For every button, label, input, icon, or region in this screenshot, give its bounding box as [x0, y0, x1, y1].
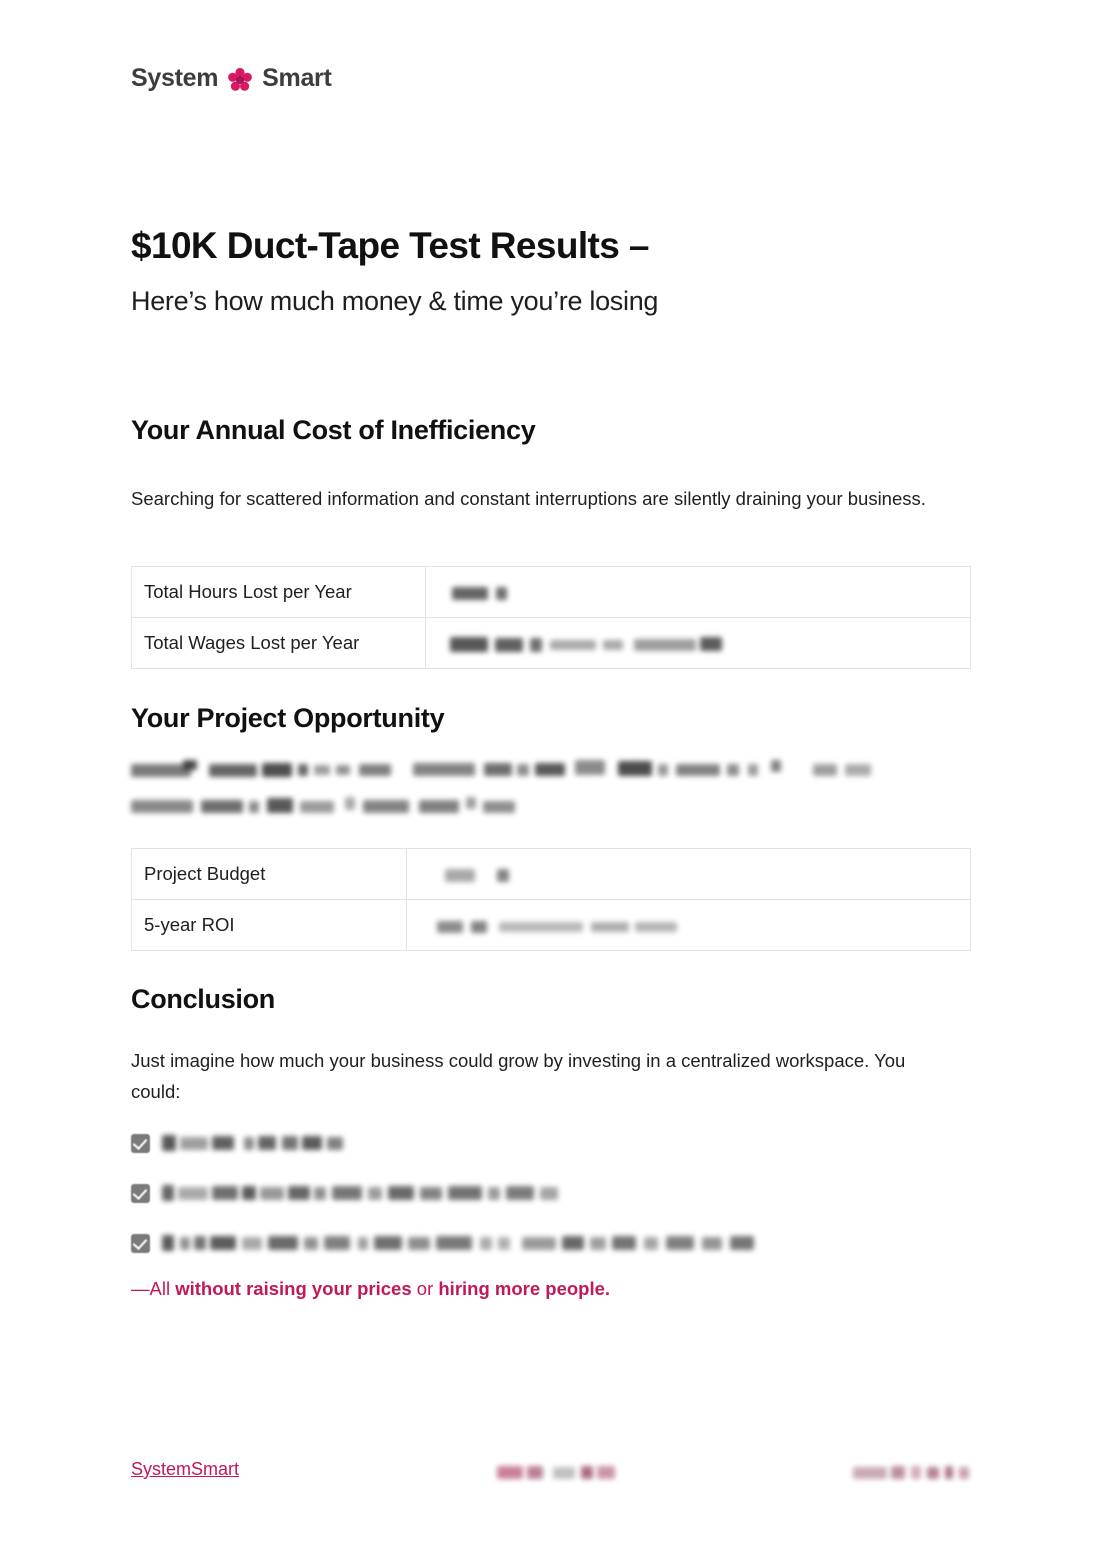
redacted-footer-center: [497, 1462, 637, 1482]
opportunity-row-label-roi: 5-year ROI: [132, 900, 407, 951]
checkbox-checked-icon: [131, 1184, 150, 1203]
closing-bold-2: hiring more people.: [438, 1278, 611, 1299]
brand-name-secondary: Smart: [262, 64, 332, 92]
closing-middle: or: [411, 1278, 439, 1299]
table-row: [132, 567, 971, 618]
section-heading-cost: Your Annual Cost of Inefficiency: [131, 415, 536, 445]
opportunity-row-label-budget: Project Budget: [132, 849, 407, 900]
closing-statement: [131, 1278, 610, 1300]
flower-icon: [227, 67, 253, 93]
footer-right-text: [853, 1462, 983, 1484]
list-item: [131, 1180, 572, 1206]
opportunity-row-value-roi: [407, 900, 971, 951]
cost-table: [131, 566, 971, 669]
footer-center-text: [497, 1462, 637, 1484]
redacted-value: [438, 634, 958, 654]
page-title: $10K Duct-Tape Test Results –: [131, 225, 649, 266]
redacted-value: [419, 865, 749, 885]
brand-name-primary: System: [131, 64, 219, 92]
redacted-list-text: [162, 1132, 362, 1154]
list-item: [131, 1130, 362, 1156]
redacted-paragraph: [131, 758, 951, 828]
opportunity-table: [131, 848, 971, 951]
page-subtitle: Here’s how much money & time you’re losing: [131, 286, 659, 316]
redacted-value: [438, 583, 738, 603]
cost-row-label-wages: Total Wages Lost per Year: [132, 618, 426, 669]
cost-row-value-hours: [426, 567, 971, 618]
checkbox-checked-icon: [131, 1134, 150, 1153]
checkbox-checked-icon: [131, 1234, 150, 1253]
redacted-list-text: [162, 1182, 572, 1204]
cost-row-value-wages: [426, 618, 971, 669]
redacted-footer-right: [853, 1462, 983, 1482]
list-item: [131, 1230, 777, 1256]
table-row: [132, 849, 971, 900]
closing-prefix: —All: [131, 1278, 176, 1299]
table-row: [132, 618, 971, 669]
section-paragraph-opportunity: [131, 758, 941, 828]
section-paragraph-cost: Searching for scattered information and constant interruptions are silently draining your business.: [131, 488, 926, 509]
closing-bold-1: without raising your prices: [175, 1278, 412, 1299]
opportunity-row-value-budget: [407, 849, 971, 900]
footer-link-systemsmart[interactable]: SystemSmart: [131, 1459, 240, 1479]
table-row: [132, 900, 971, 951]
redacted-list-text: [162, 1232, 777, 1254]
cost-row-label-hours: Total Hours Lost per Year: [132, 567, 426, 618]
section-heading-opportunity: Your Project Opportunity: [131, 703, 445, 733]
section-paragraph-conclusion: Just imagine how much your business could grow by investing in a centralized workspace. You could:: [131, 1050, 906, 1102]
redacted-value: [419, 916, 839, 936]
section-heading-conclusion: Conclusion: [131, 984, 275, 1014]
brand-logo: [131, 64, 332, 93]
